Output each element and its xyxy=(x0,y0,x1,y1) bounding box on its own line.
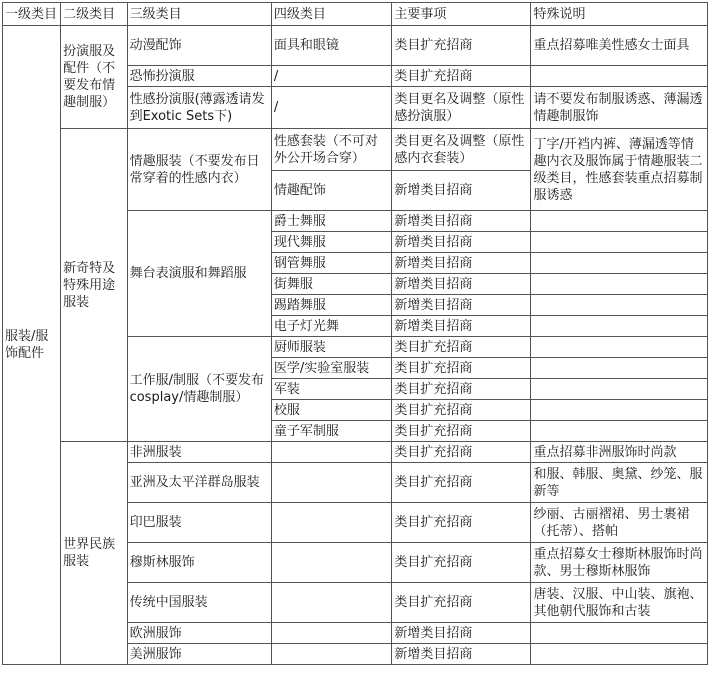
action-cell: 类目扩充招商 xyxy=(392,400,531,421)
action-cell: 新增类目招商 xyxy=(392,623,531,644)
note-cell: 纱丽、古丽褶裙、男士裹裙（托蒂）、搭帕 xyxy=(531,503,708,543)
note-cell xyxy=(531,66,708,87)
level4-cell: 电子灯光舞 xyxy=(271,316,391,337)
action-cell: 类目扩充招商 xyxy=(392,358,531,379)
level3-cell: 性感扮演服(薄露透请发到Exotic Sets下) xyxy=(127,87,271,129)
note-cell: 请不要发布制服诱惑、薄漏透情趣制服饰 xyxy=(531,87,708,129)
action-cell: 类目扩充招商 xyxy=(392,379,531,400)
level3-cell: 印巴服装 xyxy=(127,503,271,543)
level4-cell: 爵士舞服 xyxy=(271,211,391,232)
action-cell: 类目扩充招商 xyxy=(392,463,531,503)
level4-cell: / xyxy=(271,66,391,87)
action-cell: 新增类目招商 xyxy=(392,316,531,337)
level3-cell: 非洲服装 xyxy=(127,442,271,463)
action-cell: 新增类目招商 xyxy=(392,232,531,253)
header-level1: 一级类目 xyxy=(3,3,61,26)
note-cell xyxy=(531,274,708,295)
action-cell: 类目扩充招商 xyxy=(392,543,531,583)
note-cell: 唐装、汉服、中山装、旗袍、其他朝代服饰和古装 xyxy=(531,583,708,623)
level4-cell: 军装 xyxy=(271,379,391,400)
header-special-note: 特殊说明 xyxy=(531,3,708,26)
action-cell: 新增类目招商 xyxy=(392,253,531,274)
level3-cell: 情趣服装（不要发布日常穿着的性感内衣） xyxy=(127,129,271,211)
note-cell: 重点招募女士穆斯林服饰时尚款、男士穆斯林服饰 xyxy=(531,543,708,583)
action-cell: 类目扩充招商 xyxy=(392,442,531,463)
note-cell: 和服、韩服、奥黛、纱笼、服新等 xyxy=(531,463,708,503)
level4-cell xyxy=(271,503,391,543)
note-cell: 重点招募唯美性感女士面具 xyxy=(531,26,708,66)
level3-cell: 传统中国服装 xyxy=(127,583,271,623)
note-cell xyxy=(531,253,708,274)
action-cell: 类目扩充招商 xyxy=(392,337,531,358)
note-cell xyxy=(531,623,708,644)
action-cell: 类目扩充招商 xyxy=(392,421,531,442)
level4-cell: 性感套装（不可对外公开场合穿） xyxy=(271,129,391,171)
level4-cell: 校服 xyxy=(271,400,391,421)
action-cell: 新增类目招商 xyxy=(392,274,531,295)
header-level3: 三级类目 xyxy=(127,3,271,26)
note-cell xyxy=(531,358,708,379)
level3-cell: 动漫配饰 xyxy=(127,26,271,66)
category-table xyxy=(2,2,708,665)
action-cell: 类目扩充招商 xyxy=(392,66,531,87)
action-cell: 类目更名及调整（原性感扮演服） xyxy=(392,87,531,129)
level4-cell: 现代舞服 xyxy=(271,232,391,253)
action-cell: 新增类目招商 xyxy=(392,171,531,211)
action-cell: 新增类目招商 xyxy=(392,295,531,316)
note-cell xyxy=(531,337,708,358)
note-cell: 重点招募非洲服饰时尚款 xyxy=(531,442,708,463)
level3-cell: 工作服/制服（不要发布cosplay/情趣制服） xyxy=(127,337,271,442)
action-cell: 类目扩充招商 xyxy=(392,26,531,66)
header-row xyxy=(3,3,708,26)
level4-cell xyxy=(271,583,391,623)
level4-cell: 面具和眼镜 xyxy=(271,26,391,66)
table-row xyxy=(3,442,708,463)
note-cell xyxy=(531,295,708,316)
level3-cell: 恐怖扮演服 xyxy=(127,66,271,87)
level4-cell: / xyxy=(271,87,391,129)
level2-cell: 新奇特及特殊用途服装 xyxy=(61,129,127,442)
header-level4: 四级类目 xyxy=(271,3,391,26)
level4-cell: 踢踏舞服 xyxy=(271,295,391,316)
table-row xyxy=(3,26,708,66)
level1-cell: 服装/服饰配件 xyxy=(3,26,61,665)
level2-cell: 世界民族服装 xyxy=(61,442,127,665)
level4-cell: 童子军制服 xyxy=(271,421,391,442)
level3-cell: 欧洲服饰 xyxy=(127,623,271,644)
action-cell: 类目扩充招商 xyxy=(392,503,531,543)
level4-cell xyxy=(271,463,391,503)
action-cell: 类目更名及调整（原性感内衣套装） xyxy=(392,129,531,171)
action-cell: 类目扩充招商 xyxy=(392,583,531,623)
header-main-action: 主要事项 xyxy=(392,3,531,26)
level4-cell: 街舞服 xyxy=(271,274,391,295)
level3-cell: 舞台表演服和舞蹈服 xyxy=(127,211,271,337)
level3-cell: 亚洲及太平洋群岛服装 xyxy=(127,463,271,503)
level4-cell: 医学/实验室服装 xyxy=(271,358,391,379)
table-row xyxy=(3,129,708,171)
action-cell: 新增类目招商 xyxy=(392,644,531,665)
level4-cell xyxy=(271,623,391,644)
note-cell xyxy=(531,232,708,253)
note-cell xyxy=(531,379,708,400)
level4-cell xyxy=(271,644,391,665)
note-cell xyxy=(531,211,708,232)
header-level2: 二级类目 xyxy=(61,3,127,26)
note-cell xyxy=(531,400,708,421)
level4-cell: 钢管舞服 xyxy=(271,253,391,274)
level3-cell: 穆斯林服饰 xyxy=(127,543,271,583)
level2-cell: 扮演服及配件（不要发布情趣制服） xyxy=(61,26,127,129)
level4-cell: 情趣配饰 xyxy=(271,171,391,211)
level4-cell xyxy=(271,442,391,463)
note-cell xyxy=(531,644,708,665)
level3-cell: 美洲服饰 xyxy=(127,644,271,665)
level4-cell xyxy=(271,543,391,583)
note-cell: 丁字/开裆内裤、薄漏透等情趣内衣及服饰属于情趣服装二级类目，性感套装重点招募制服诱惑 xyxy=(531,129,708,211)
note-cell xyxy=(531,421,708,442)
note-cell xyxy=(531,316,708,337)
level4-cell: 厨师服装 xyxy=(271,337,391,358)
action-cell: 新增类目招商 xyxy=(392,211,531,232)
